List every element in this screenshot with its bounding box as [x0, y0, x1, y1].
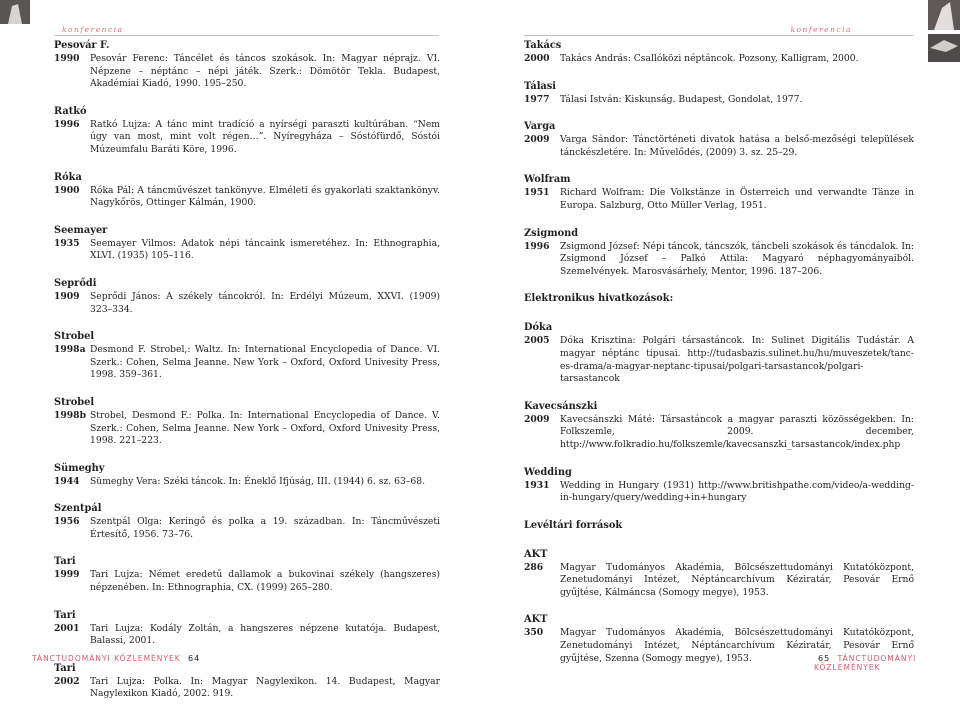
- entry-text: Szentpál Olga: Keringő és polka a 19. században. In: Táncművészeti Értesítő, 1956. 73–76.: [90, 516, 440, 540]
- entry-author: Ratkó: [54, 105, 87, 117]
- entry-author: Sümeghy: [54, 462, 105, 474]
- entry-text: Dóka Krisztina: Polgári társastáncok. In: Sulinet Digitális Tudástár. A magyar néptánc típusai. http://tudasbazis.sulinet.hu/hu/muveszetek/tanc-es-drama/a-magyar-neptanc-tipusai/polgari-tarsastancok/polgari-tarsastancok: [560, 335, 914, 385]
- bibliography-entry: [54, 225, 440, 263]
- entry-year: 350: [524, 627, 544, 639]
- dancer-photo-right-bottom: [928, 34, 960, 62]
- entry-author: Wolfram: [524, 174, 571, 186]
- entry-text: Magyar Tudományos Akadémia, Bölcsészettudományi Kutatóközpont, Zenetudományi Intézet, Néptáncarchívum Kéziratár, Pesovár Ernő gyűjtése, Szenna (Somogy megye), 1953.: [560, 627, 914, 664]
- entry-text: Takács András: Csallóközi néptáncok. Pozsony, Kalligram, 2000.: [560, 53, 859, 64]
- entry-row: [54, 476, 440, 489]
- entry-year: 1998a: [54, 344, 86, 356]
- entry-row: [54, 238, 440, 263]
- right-page: [480, 0, 960, 672]
- entry-author: Róka: [54, 171, 82, 183]
- bibliography-entry: [54, 610, 440, 648]
- entry-author: AKT: [524, 614, 548, 626]
- bibliography-entry: [54, 278, 440, 316]
- entry-row: [54, 623, 440, 648]
- entry-author: Seprődi: [54, 277, 97, 289]
- header-label: konferencia: [790, 25, 852, 34]
- entry-row: [54, 119, 440, 157]
- bibliography-entry: [524, 467, 914, 505]
- entry-row: [54, 53, 440, 91]
- entry-row: [524, 53, 914, 66]
- entry-author: Wedding: [524, 466, 572, 478]
- entry-text: Tari Lujza: Kodály Zoltán, a hangszeres népzene kutatója. Budapest, Balassi, 2001.: [90, 622, 440, 647]
- bibliography-entry: [54, 397, 440, 448]
- entry-text: Desmond F. Strobel,: Waltz. In: International Encyclopedia of Dance. VI. Szerk.: Cohen, Selma Jeanne. New York – Oxford, Oxford Univesity Press, 1998. 359–361.: [90, 344, 440, 381]
- entry-text: Ratkó Lujza: A tánc mint tradíció a nyírségi paraszti kultúrában. “Nem úgy van most, mint volt régen…”. Nyíregyháza – Sóstófürdő, Sóstói Múzeumfalu Baráti Köre, 1996.: [90, 118, 440, 155]
- entry-year: 1931: [524, 479, 550, 491]
- entry-text: Tari Lujza: Német eredetű dallamok a bukovinai székely (hangszeres) népzenében. In: Ethnographia, CX. (1999) 265–280.: [90, 569, 440, 594]
- bibliography-entry: [524, 81, 914, 107]
- entry-row: [524, 335, 914, 385]
- entry-author: Pesovár F.: [54, 40, 110, 51]
- entry-author: Takács: [524, 40, 562, 51]
- entry-author: Strobel: [54, 331, 95, 343]
- entry-year: 2009: [524, 413, 550, 425]
- section-heading: Elektronikus hivatkozások:: [524, 293, 674, 305]
- page-footer: [814, 654, 960, 672]
- bibliography-entry: [54, 663, 440, 701]
- entry-text: Richard Wolfram: Die Volkstänze in Österreich und verwandte Tänze in Europa. Salzburg, Otto Müller Verlag, 1951.: [560, 187, 914, 211]
- entry-text: Pesovár Ferenc: Táncélet és táncos szokások. In: Magyar néprajz. VI. Népzene – néptánc – népi játék. Szerk.: Dömötör Tekla. Budapest, Akadémiai Kiadó, 1990. 195–250.: [90, 53, 440, 90]
- entry-year: 1999: [54, 569, 80, 581]
- bibliography-entry: [524, 121, 914, 159]
- bibliography-entry: [54, 556, 440, 594]
- entry-year: 1935: [54, 237, 80, 249]
- entry-row: [524, 480, 914, 505]
- entry-author: Tari: [54, 662, 76, 674]
- entry-year: 2001: [54, 622, 80, 634]
- entry-year: 1998b: [54, 409, 86, 421]
- entry-row: [54, 410, 440, 448]
- entry-year: 1977: [524, 93, 550, 105]
- entry-row: [524, 414, 914, 452]
- entry-text: Wedding in Hungary (1931) http://www.britishpathe.com/video/a-wedding-in-hungary/query/wedding+in+hungary: [560, 479, 914, 504]
- entry-text: Strobel, Desmond F.: Polka. In: International Encyclopedia of Dance. V. Szerk.: Cohen, Selma Jeanne. New York – Oxford, Oxford Univesity Press, 1998. 221–223.: [90, 409, 440, 447]
- dancer-photo-left: [0, 0, 30, 24]
- entry-year: 1951: [524, 187, 550, 199]
- entry-row: [524, 241, 914, 279]
- entry-row: [54, 344, 440, 382]
- entry-text: Kavecsánszki Máté: Társastáncok a magyar paraszti közösségekben. In: Folkszemle, 2009. december, http://www.folkradio.hu/folkszemle/kavecsanszki_tarsastancok/index.php: [560, 413, 914, 450]
- journal-name: TÁNCTUDOMÁNYI KÖZLEMÉNYEK: [814, 654, 917, 672]
- bibliography-entry: [54, 172, 440, 210]
- entry-row: [54, 676, 440, 701]
- entry-text: Róka Pál: A táncművészet tankönyve. Elméleti és gyakorlati szaktankönyv. Nagykőrös, Ottinger Kálmán, 1900.: [90, 184, 440, 209]
- entry-author: Dóka: [524, 322, 553, 334]
- bibliography-entry: [524, 174, 914, 212]
- entry-author: Zsigmond: [524, 227, 579, 239]
- entry-row: [524, 134, 914, 159]
- bibliography-entry: [54, 331, 440, 382]
- entry-year: 286: [524, 561, 544, 573]
- entry-row: [54, 291, 440, 316]
- header-rule: [524, 35, 914, 36]
- page-number: 64: [188, 654, 201, 663]
- entry-text: Sümeghy Vera: Széki táncok. In: Éneklő Ifjúság, III. (1944) 6. sz. 63–68.: [90, 475, 426, 487]
- entry-year: 1996: [524, 240, 550, 252]
- entry-text: Tálasi István: Kiskunság. Budapest, Gondolat, 1977.: [560, 93, 803, 105]
- entry-year: 1996: [54, 118, 80, 130]
- left-page: [0, 0, 480, 700]
- page-footer: [32, 654, 204, 663]
- entry-text: Magyar Tudományos Akadémia, Bölcsészettudományi Kutatóközpont, Zenetudományi Intézet, Néptáncarchívum Kéziratár, Pesovár Ernő gyűjtése, Kálmáncsa (Somogy megye), 1953.: [560, 561, 914, 598]
- entry-year: 2009: [524, 134, 550, 146]
- entry-year: 2000: [524, 53, 550, 64]
- entry-year: 2005: [524, 335, 550, 347]
- entry-year: 1956: [54, 516, 80, 528]
- entry-text: Seprődi János: A székely táncokról. In: Erdélyi Múzeum, XXVI. (1909) 323–334.: [90, 290, 440, 315]
- header-label: konferencia: [62, 25, 124, 34]
- entry-row: [54, 185, 440, 210]
- bibliography-entry: [524, 322, 914, 385]
- bibliography-entry: [524, 40, 914, 66]
- bibliography-entry: [54, 106, 440, 157]
- bibliography-entry: [54, 40, 440, 91]
- entry-row: [524, 94, 914, 107]
- entry-author: Kavecsánszki: [524, 400, 598, 412]
- entry-text: Zsigmond József: Népi táncok, táncszók, táncbeli szokások és táncdalok. In: Zsigmond József – Palkó Attila: Magyaró néphagyományaiból. Szemelvények. Marosvásárhely, Mentor, 1996. 187–206.: [560, 240, 915, 277]
- bibliography-entry: [54, 503, 440, 541]
- journal-name: TÁNCTUDOMÁNYI KÖZLEMÉNYEK: [32, 654, 181, 663]
- entry-text: Seemayer Vilmos: Adatok népi táncaink ismeretéhez. In: Ethnographia, XLVI. (1935) 105–116.: [90, 237, 440, 262]
- bibliography-column-right: [524, 40, 917, 680]
- entry-author: Varga: [524, 121, 556, 133]
- entry-row: [54, 516, 440, 541]
- bibliography-column-left: [54, 40, 440, 716]
- entry-row: [524, 562, 914, 600]
- entry-row: [54, 569, 440, 594]
- header-rule: [54, 35, 439, 36]
- entry-author: Strobel: [54, 396, 95, 408]
- dancer-photo-right-top: [928, 0, 960, 30]
- bibliography-entry: [54, 463, 440, 489]
- section-heading: Levéltári források: [524, 519, 623, 531]
- entry-text: Varga Sándor: Tánctörténeti divatok hatása a belső-mezőségi települések tánckészletére. In: Művelődés, (2009) 3. sz. 25–29.: [560, 134, 914, 158]
- entry-text: Tari Lujza: Polka. In: Magyar Nagylexikon. 14. Budapest, Magyar Nagylexikon Kiadó, 2002. 919.: [90, 675, 440, 700]
- entry-year: 1900: [54, 184, 80, 196]
- entry-author: AKT: [524, 548, 548, 560]
- entry-year: 1909: [54, 290, 80, 302]
- entry-year: 1944: [54, 475, 80, 487]
- entry-author: Tálasi: [524, 80, 557, 92]
- bibliography-entry: [524, 228, 914, 279]
- bibliography-entry: [524, 401, 914, 452]
- entry-row: [524, 187, 914, 212]
- bibliography-entry: [524, 549, 914, 600]
- page-number: 65: [818, 654, 831, 663]
- entry-author: Tari: [54, 556, 76, 568]
- entry-author: Tari: [54, 609, 76, 621]
- entry-year: 1990: [54, 53, 80, 64]
- entry-author: Seemayer: [54, 224, 108, 236]
- entry-year: 2002: [54, 675, 80, 687]
- entry-author: Szentpál: [54, 503, 102, 515]
